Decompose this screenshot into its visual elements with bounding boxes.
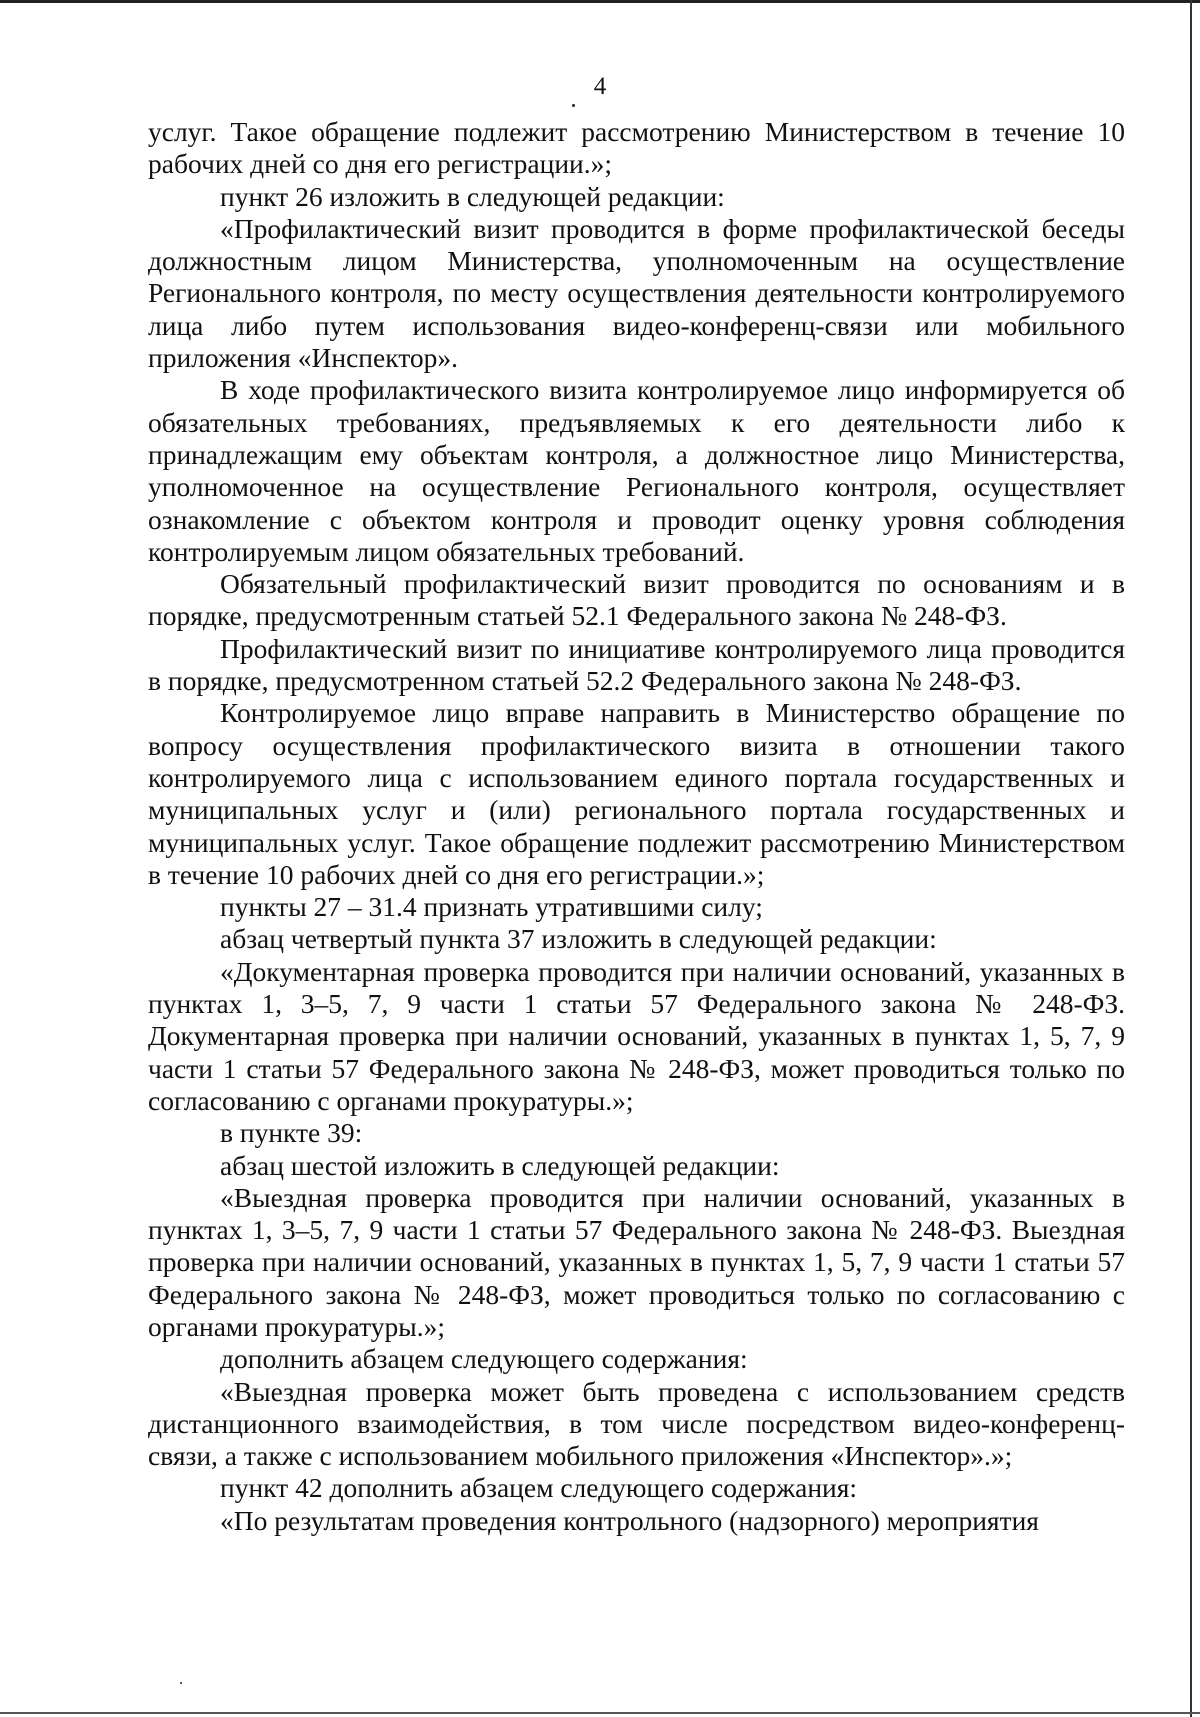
paragraph-9: абзац четвертый пункта 37 изложить в следующей редакции: <box>220 923 937 955</box>
scan-speck <box>572 104 575 107</box>
paragraph-2: пункт 26 изложить в следующей редакции: <box>220 180 725 212</box>
scan-speck <box>180 1682 182 1684</box>
paragraph-3: «Профилактический визит проводится в форме профилактической беседы должностным лицом Министерства, уполномоченным на осуществление Регионального контроля, по месту осуществления деятельности контролируемого лица либо путем использования видео-конференц-связи или мобильного приложения «Инспектор». <box>148 212 1125 374</box>
paragraph-17: «По результатам проведения контрольного (надзорного) мероприятия <box>220 1504 1039 1536</box>
paragraph-6: Профилактический визит по инициативе контролируемого лица проводится в порядке, предусмотренном статьей 52.2 Федерального закона № 248-ФЗ. <box>148 632 1125 697</box>
paragraph-5: Обязательный профилактический визит проводится по основаниям и в порядке, предусмотренным статьей 52.1 Федерального закона № 248-ФЗ. <box>148 568 1125 632</box>
paragraph-14: дополнить абзацем следующего содержания: <box>220 1343 748 1375</box>
paragraph-13: «Выездная проверка проводится при наличии оснований, указанных в пунктах 1, 3–5, 7, 9 части 1 статьи 57 Федерального закона № 248-ФЗ. Выездная проверка при наличии оснований, указанных в пунктах 1, 5, 7, 9 части 1 статьи 57 Федерального закона № 248-ФЗ, может проводиться только по согласованию с органами прокуратуры.»; <box>148 1181 1125 1342</box>
paragraph-16: пункт 42 дополнить абзацем следующего содержания: <box>220 1472 858 1504</box>
scan-edge-bottom <box>0 1712 1200 1714</box>
paragraph-15: «Выездная проверка может быть проведена с использованием средств дистанционного взаимодействия, в том числе посредством видео-конференц-связи, а также с использованием мобильного приложения «Инспектор».»; <box>148 1375 1125 1472</box>
paragraph-11: в пункте 39: <box>220 1117 363 1149</box>
scan-edge-right <box>1190 0 1192 1717</box>
paragraph-8: пункты 27 – 31.4 признать утратившими силу; <box>220 891 763 923</box>
paragraph-7: Контролируемое лицо вправе направить в Министерство обращение по вопросу осуществления профилактического визита в отношении такого контролируемого лица с использованием единого портала государственных и муниципальных услуг и (или) регионального портала государственных и муниципальных услуг. Такое обращение подлежит рассмотрению Министерством в течение 10 рабочих дней со дня его регистрации.»; <box>148 697 1125 890</box>
paragraph-4: В ходе профилактического визита контролируемое лицо информируется об обязательных требованиях, предъявляемых к его деятельности либо к принадлежащим ему объектам контроля, а должностное лицо Министерства, уполномоченное на осуществление Регионального контроля, осуществляет ознакомление с объектом контроля и проводит оценку уровня соблюдения контролируемым лицом обязательных требований. <box>148 374 1125 567</box>
page-number: 4 <box>593 73 607 100</box>
scan-edge-top <box>0 0 1200 3</box>
document-body <box>148 116 1125 1537</box>
paragraph-1: услуг. Такое обращение подлежит рассмотрению Министерством в течение 10 рабочих дней со дня его регистрации.»; <box>148 116 1125 180</box>
paragraph-10: «Документарная проверка проводится при наличии оснований, указанных в пунктах 1, 3–5, 7, 9 части 1 статьи 57 Федерального закона № 248-ФЗ. Документарная проверка при наличии оснований, указанных в пунктах 1, 5, 7, 9 части 1 статьи 57 Федерального закона № 248-ФЗ, может проводиться только по согласованию с органами прокуратуры.»; <box>148 955 1125 1116</box>
paragraph-12: абзац шестой изложить в следующей редакции: <box>220 1149 780 1181</box>
